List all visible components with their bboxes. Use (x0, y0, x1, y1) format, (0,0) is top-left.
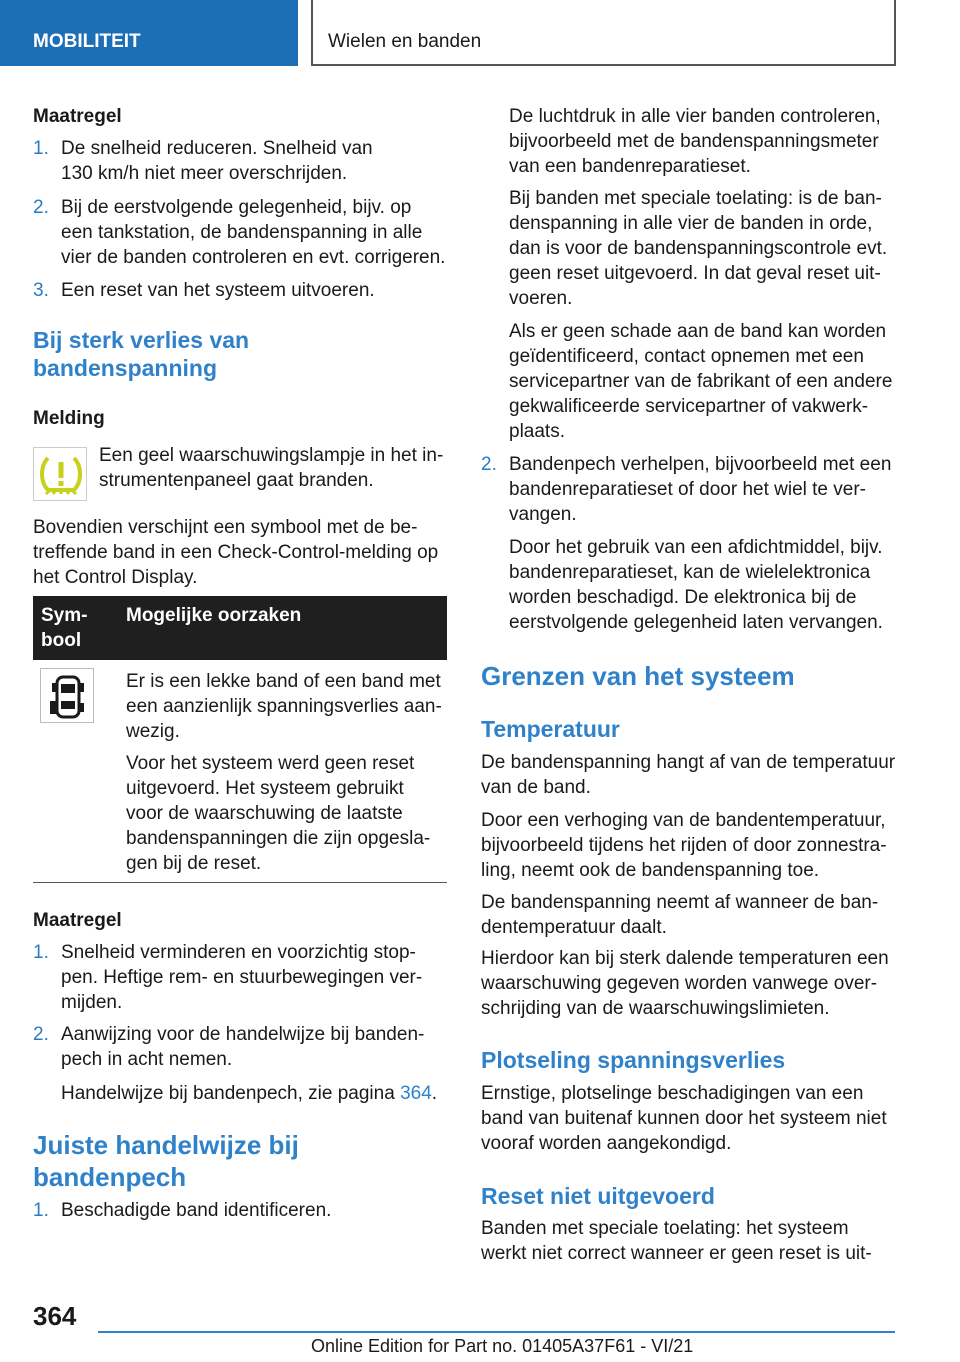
text-line: De snelheid reduceren. Snelheid van (61, 138, 373, 159)
column-header-symbol: Sym- bool (41, 605, 88, 651)
header-section: MOBILITEIT (0, 0, 298, 66)
list-number: 3. (33, 280, 49, 301)
sub-heading: Temperatuur (481, 716, 620, 742)
paragraph: De bandenspanning neemt af wanneer de ban- dentemperatuur daalt. (481, 892, 879, 938)
list-item: 1. Snelheid verminderen en voorzichtig stop- pen. Heftige rem- en stuurbewegingen ver- mijden. (33, 942, 423, 1013)
list-item (33, 278, 453, 303)
list-number: 2. (33, 197, 49, 218)
list-number: 2. (481, 454, 497, 475)
paragraph: Als er geen schade aan de band kan worden geïdentificeerd, contact opnemen met een servicepartner van de fabrikant of een andere gekwalificeerde servicepartner of vakwerk- plaats. (509, 321, 893, 442)
header-chapter: Wielen en banden (311, 0, 896, 66)
car-top-view-icon (40, 668, 94, 723)
table-header (33, 596, 447, 660)
text-line: een tankstation, de bandenspanning in alle (61, 222, 423, 243)
footer-divider (98, 1331, 895, 1333)
table-divider (33, 882, 447, 883)
paragraph: Banden met speciale toelating: het systeem werkt niet correct wanneer er geen reset is uit- (481, 1218, 872, 1264)
tire-pressure-warning-icon (33, 447, 87, 501)
paragraph: Bovendien verschijnt een symbool met de be- treffende band in een Check-Control-melding op het Control Display. (33, 517, 439, 588)
list-number: 2. (33, 1024, 49, 1045)
sub-heading: Plotseling spanningsverlies (481, 1047, 786, 1073)
list-item: 2. Bandenpech verhelpen, bijvoorbeeld met een bandenreparatieset of door het wiel te ver- vangen. (481, 454, 892, 525)
paragraph: Ernstige, plotselinge beschadigingen van een band van buitenaf kunnen door het systeem niet vooraf worden aangekondigd. (481, 1083, 887, 1154)
list-number: 1. (33, 1200, 49, 1221)
section-heading: Bij sterk verlies van bandenspanning (33, 327, 250, 381)
paragraph: De luchtdruk in alle vier banden controleren, bijvoorbeeld met de bandenspanningsmeter van een bandenreparatieset. (509, 106, 881, 177)
measure-label: Maatregel (33, 106, 122, 127)
page-link[interactable]: 364 (400, 1083, 432, 1104)
paragraph: Door een verhoging van de bandentemperatuur, bijvoorbeeld tijdens het rijden of door zonnestra- ling, neemt ook de bandenspanning toe. (481, 810, 887, 881)
text-line: vier de banden controleren en evt. corrigeren. (61, 247, 446, 268)
section-heading: Juiste handelwijze bij bandenpech (33, 1130, 299, 1192)
table-cell: Er is een lekke band of een band met een aanzienlijk spanningsverlies aan- wezig. (126, 671, 442, 742)
table-cell: Voor het systeem werd geen reset uitgevoerd. Het systeem gebruikt voor de waarschuwing de laatste bandenspanningen die zijn opgesla- gen bij de reset. (126, 753, 431, 874)
list-item: 2. Aanwijzing voor de handelwijze bij banden- pech in acht nemen. (33, 1024, 425, 1070)
paragraph: Hierdoor kan bij sterk dalende temperaturen een waarschuwing gegeven worden vanwege over- schrijding van de waarschuwingslimieten. (481, 948, 889, 1019)
text-line: Bij de eerstvolgende gelegenheid, bijv. op (61, 197, 412, 218)
melding-label: Melding (33, 408, 105, 429)
text-line: Een reset van het systeem uitvoeren. (61, 280, 375, 301)
list-item (33, 195, 453, 270)
section-heading: Grenzen van het systeem (481, 661, 795, 691)
melding-text: Een geel waarschuwingslampje in het in- strumentenpaneel gaat branden. (99, 445, 444, 491)
measure-label: Maatregel (33, 910, 122, 931)
sub-heading: Reset niet uitgevoerd (481, 1183, 715, 1209)
text-line: 130 km/h niet meer overschrijden. (61, 163, 348, 184)
column-header-causes: Mogelijke oorzaken (126, 605, 302, 626)
footer-edition: Online Edition for Part no. 01405A37F61 - VI/21 (311, 1336, 694, 1356)
paragraph: Bij banden met speciale toelating: is de ban- denspanning in alle vier de banden in orde, dan is voor de bandenspanningscontrole evt. geen reset uitgevoerd. In dat geval reset uit- voeren. (509, 188, 888, 309)
page-number: 364 (33, 1301, 77, 1331)
list-item (33, 136, 453, 186)
list-number: 1. (33, 942, 49, 963)
list-number: 1. (33, 138, 49, 159)
paragraph: De bandenspanning hangt af van de temperatuur van de band. (481, 752, 896, 798)
page-reference: Handelwijze bij bandenpech, zie pagina 364. (61, 1083, 438, 1104)
list-item: 1. Beschadigde band identificeren. (33, 1200, 332, 1221)
paragraph: Door het gebruik van een afdichtmiddel, bijv. bandenreparatieset, kan de wielelektronica worden beschadigd. De elektronica bij de eerstvolgende gelegenheid laten vervangen. (509, 537, 883, 633)
